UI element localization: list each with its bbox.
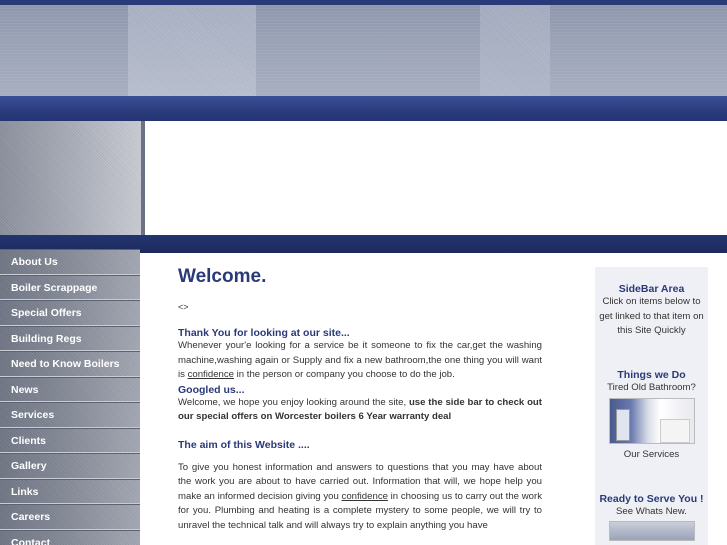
thanks-text: Whenever your'e looking for a service be it someone to fix the car,get the washing machine,washing again or Supply and fix a new bathroom,the one thing you will want is: [178, 340, 542, 380]
aim-paragraph: [178, 461, 542, 534]
thanks-text-end: in the person or company you choose to do the job.: [234, 369, 455, 380]
aim-text: To give you honest information and answers to questions that you may have about the work you are about to have carried out. Information that will, we hope help you make an informed decision giving you: [178, 461, 542, 502]
sidebar-intro: Click on items below to get linked to that item on this Site Quickly: [599, 296, 704, 336]
aim-heading: The aim of this Website ....: [178, 438, 310, 451]
nav-news[interactable]: News: [0, 377, 140, 403]
googled-heading: Googled us...: [178, 383, 245, 396]
nav-building-regs[interactable]: Building Regs: [0, 326, 140, 352]
things-we-do-heading: Things we Do: [617, 368, 686, 381]
header-pattern-block: [480, 5, 550, 96]
nav-careers[interactable]: Careers: [0, 504, 140, 530]
nav-special-offers[interactable]: Special Offers: [0, 300, 140, 326]
sidebar: [595, 267, 708, 545]
thanks-paragraph: [178, 339, 542, 383]
nav-services[interactable]: Services: [0, 402, 140, 428]
header-pattern-block: [128, 5, 256, 96]
bathtub-shape: [660, 419, 690, 443]
our-services-link[interactable]: Our Services: [623, 449, 680, 460]
nav-boiler-scrappage[interactable]: Boiler Scrappage: [0, 275, 140, 301]
whats-new-thumbnail[interactable]: [609, 521, 695, 541]
left-navigation: [0, 249, 140, 545]
nav-contact[interactable]: Contact: [0, 530, 140, 545]
googled-paragraph: [178, 396, 542, 425]
bathroom-thumbnail[interactable]: [609, 398, 695, 444]
main-content: [178, 266, 542, 533]
nav-clients[interactable]: Clients: [0, 428, 140, 454]
header-blue-band: [0, 96, 727, 121]
side-banner-image: [0, 121, 141, 235]
sidebar-title: SideBar Area: [618, 283, 685, 295]
see-whats-new-text: See Whats New.: [616, 505, 687, 517]
banner-area: [141, 121, 727, 235]
aim-text-end: in choosing us to carry out the work for you. Plumbing and heating is a complete mystery to some people, we will try to unravel the technical talk and will always try to explain anything you have: [178, 490, 543, 531]
ready-to-serve-heading: Ready to Serve You !: [599, 492, 704, 505]
confidence-link-2[interactable]: confidence: [341, 490, 388, 502]
nav-need-to-know-boilers[interactable]: Need to Know Boilers: [0, 351, 140, 377]
nav-links[interactable]: Links: [0, 479, 140, 505]
marker-text: <>: [178, 302, 189, 312]
thanks-heading: Thank You for looking at our site...: [178, 327, 350, 339]
boiler-shape: [616, 409, 630, 441]
confidence-link[interactable]: confidence: [187, 369, 234, 380]
tired-bathroom-text: Tired Old Bathroom?: [607, 381, 696, 393]
header-banner: [0, 5, 727, 96]
nav-about-us[interactable]: About Us: [0, 249, 140, 275]
nav-gallery[interactable]: Gallery: [0, 453, 140, 479]
page-title: Welcome.: [178, 266, 267, 287]
googled-bold-text: use the side bar to check out our special offers on Worcester boilers 6 Year warranty deal: [178, 396, 542, 422]
googled-text: Welcome, we hope you enjoy looking around the site,: [178, 396, 409, 408]
